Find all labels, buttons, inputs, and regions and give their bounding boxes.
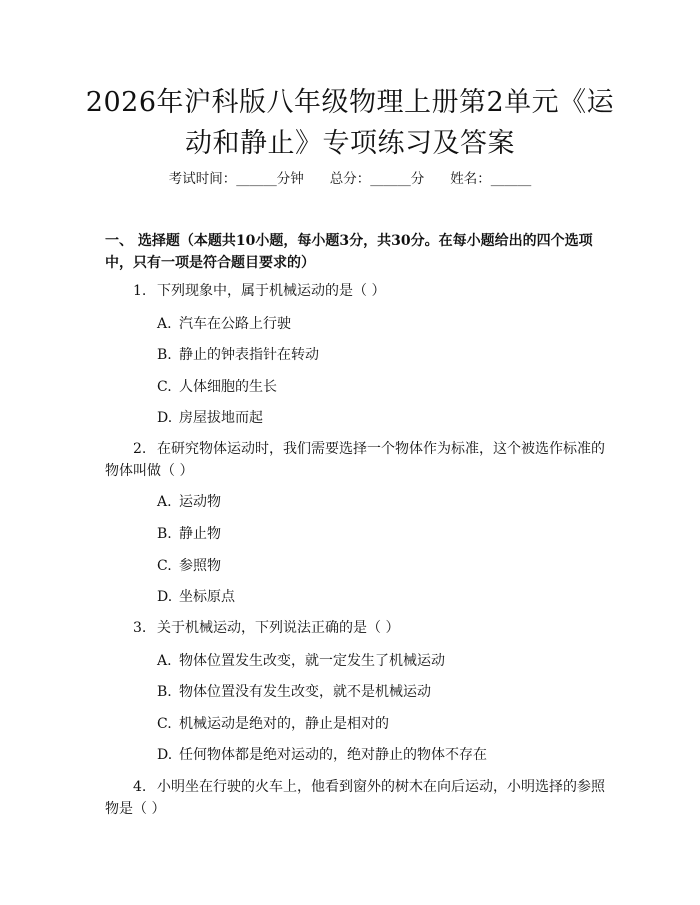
time-blank: ______分钟 xyxy=(236,171,304,187)
option-text: 任何物体都是绝对运动的，绝对静止的物体不存在 xyxy=(179,747,487,763)
name-label: 姓名： xyxy=(450,171,491,187)
option-text: 物体位置发生改变，就一定发生了机械运动 xyxy=(179,653,445,669)
question-1-option-d xyxy=(157,407,263,429)
question-2-option-d xyxy=(157,586,235,608)
question-number: 1. xyxy=(133,283,147,299)
time-label: 考试时间： xyxy=(168,171,237,187)
question-3 xyxy=(105,617,605,639)
question-stem: 关于机械运动，下列说法正确的是（ ） xyxy=(157,620,400,636)
question-1-option-a xyxy=(157,313,291,335)
option-text: 静止的钟表指针在转动 xyxy=(179,347,319,363)
name-blank: ______ xyxy=(490,171,532,187)
option-letter: A. xyxy=(157,316,172,332)
exam-info xyxy=(0,170,700,188)
question-1-option-c xyxy=(157,376,277,398)
question-number: 2. xyxy=(133,441,147,457)
page-title xyxy=(60,82,640,164)
question-1 xyxy=(105,280,605,302)
question-2-option-b xyxy=(157,523,221,545)
option-letter: D. xyxy=(157,410,173,426)
option-text: 坐标原点 xyxy=(179,589,235,605)
question-2-option-c xyxy=(157,555,221,577)
score-blank: ______分 xyxy=(370,171,425,187)
option-text: 物体位置没有发生改变，就不是机械运动 xyxy=(179,684,431,700)
option-text: 参照物 xyxy=(179,558,221,574)
question-stem: 在研究物体运动时，我们需要选择一个物体作为标准，这个被选作标准的物体叫做（ ） xyxy=(105,441,605,479)
option-letter: D. xyxy=(157,589,173,605)
option-letter: B. xyxy=(157,347,172,363)
title-line-2: 动和静止》专项练习及答案 xyxy=(185,128,515,159)
question-1-option-b xyxy=(157,344,319,366)
option-text: 静止物 xyxy=(179,526,221,542)
option-letter: C. xyxy=(157,558,172,574)
title-line-1: 2026年沪科版八年级物理上册第2单元《运 xyxy=(85,87,615,118)
option-letter: B. xyxy=(157,684,172,700)
question-3-option-d xyxy=(157,744,487,766)
question-number: 4. xyxy=(133,779,147,795)
option-letter: C. xyxy=(157,379,172,395)
question-3-option-b xyxy=(157,681,431,703)
option-text: 房屋拔地而起 xyxy=(179,410,263,426)
question-4 xyxy=(105,776,605,820)
option-letter: D. xyxy=(157,747,173,763)
question-number: 3. xyxy=(133,620,147,636)
question-3-option-a xyxy=(157,650,445,672)
option-text: 汽车在公路上行驶 xyxy=(179,316,291,332)
option-letter: A. xyxy=(157,653,172,669)
option-text: 运动物 xyxy=(179,494,221,510)
section-heading: 一、 选择题（本题共10小题，每小题3分，共30分。在每小题给出的四个选项中，只有一项是符合题目要求的） xyxy=(105,233,593,271)
option-text: 人体细胞的生长 xyxy=(179,379,277,395)
option-text: 机械运动是绝对的，静止是相对的 xyxy=(179,716,389,732)
score-label: 总分： xyxy=(329,171,371,187)
question-2-option-a xyxy=(157,491,221,513)
option-letter: A. xyxy=(157,494,172,510)
option-letter: C. xyxy=(157,716,172,732)
question-2 xyxy=(105,438,605,482)
option-letter: B. xyxy=(157,526,172,542)
question-stem: 下列现象中，属于机械运动的是（ ） xyxy=(157,283,386,299)
question-3-option-c xyxy=(157,713,389,735)
question-stem: 小明坐在行驶的火车上，他看到窗外的树木在向后运动，小明选择的参照物是（ ） xyxy=(105,779,605,817)
